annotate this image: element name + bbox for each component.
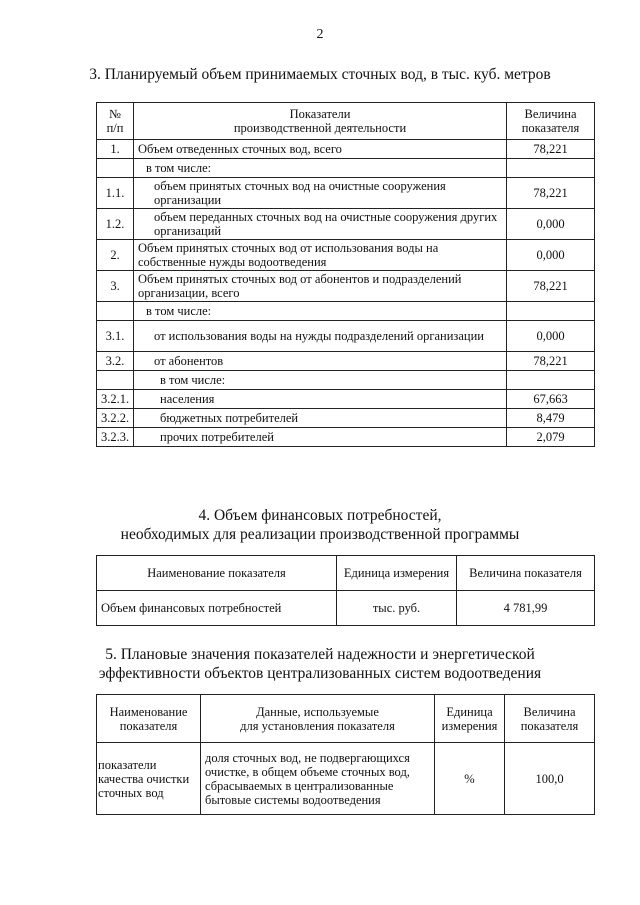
row-label: объем переданных сточных вод на очистные сооружения других организаций [134, 209, 507, 240]
header-name: Наименование показателя [97, 695, 201, 743]
section4-title-line2: необходимых для реализации производственной программы [120, 526, 520, 543]
row-unit: тыс. руб. [337, 591, 457, 626]
row-label: от абонентов [134, 352, 507, 371]
table-row [97, 159, 595, 178]
section4-title-line1: 4. Объем финансовых потребностей, [198, 507, 442, 524]
row-num: 3.2.2. [97, 409, 134, 428]
row-num: 1.1. [97, 178, 134, 209]
row-label: Объем принятых сточных вод от абонентов и подразделений организации, всего [134, 271, 507, 302]
row-num: 1. [97, 140, 134, 159]
row-label: объем принятых сточных вод на очистные сооружения организации [134, 178, 507, 209]
row-num: 3.2.1. [97, 390, 134, 409]
section5-title-line2: эффективности объектов централизованных систем водоотведения [98, 665, 542, 682]
row-value: 0,000 [507, 321, 595, 352]
table-row [97, 371, 595, 390]
row-value: 78,221 [507, 140, 595, 159]
table-header-row [97, 695, 595, 743]
table-row [97, 390, 595, 409]
row-num: 3.2. [97, 352, 134, 371]
table-row [97, 140, 595, 159]
row-unit: % [435, 743, 505, 815]
row-label: в том числе: [134, 302, 507, 321]
row-value: 78,221 [507, 271, 595, 302]
row-num [97, 302, 134, 321]
row-num [97, 159, 134, 178]
row-name: показатели качества очистки сточных вод [97, 743, 201, 815]
row-value: 78,221 [507, 178, 595, 209]
table-row [97, 591, 595, 626]
row-value [507, 159, 595, 178]
wastewater-volume-table [96, 102, 595, 447]
row-num: 2. [97, 240, 134, 271]
table-row [97, 428, 595, 447]
reliability-table [96, 694, 595, 815]
row-value [507, 302, 595, 321]
table-row [97, 409, 595, 428]
row-value: 0,000 [507, 240, 595, 271]
row-value: 100,0 [505, 743, 595, 815]
row-num: 1.2. [97, 209, 134, 240]
table-row [97, 271, 595, 302]
page-number: 2 [316, 27, 324, 42]
table-row [97, 178, 595, 209]
row-value: 0,000 [507, 209, 595, 240]
row-num: 3.2.3. [97, 428, 134, 447]
table-row [97, 321, 595, 352]
table-header-row [97, 103, 595, 140]
header-value: Величина показателя [457, 556, 595, 591]
row-value: 78,221 [507, 352, 595, 371]
row-num [97, 371, 134, 390]
table-row [97, 240, 595, 271]
header-unit: Единица измерения [337, 556, 457, 591]
table-row [97, 743, 595, 815]
section3-title: 3. Планируемый объем принимаемых сточных вод, в тыс. куб. метров [89, 66, 551, 83]
header-value: Величина показателя [505, 695, 595, 743]
table-row [97, 302, 595, 321]
header-value: Величина показателя [507, 103, 595, 140]
table-header-row [97, 556, 595, 591]
header-data: Данные, используемые для установления показателя [201, 695, 435, 743]
row-name: Объем финансовых потребностей [97, 591, 337, 626]
row-value: 8,479 [507, 409, 595, 428]
row-value: 2,079 [507, 428, 595, 447]
row-label: от использования воды на нужды подразделений организации [134, 321, 507, 352]
row-data: доля сточных вод, не подвергающихся очистке, в общем объеме сточных вод, сбрасываемых в централизованные бытовые системы водоотведения [201, 743, 435, 815]
header-name: Наименование показателя [97, 556, 337, 591]
row-value: 67,663 [507, 390, 595, 409]
header-indicator: Показатели производственной деятельности [134, 103, 507, 140]
row-label: населения [134, 390, 507, 409]
financial-needs-table [96, 555, 595, 626]
row-value: 4 781,99 [457, 591, 595, 626]
row-label: Объем принятых сточных вод от использования воды на собственные нужды водоотведения [134, 240, 507, 271]
row-num: 3.1. [97, 321, 134, 352]
row-value [507, 371, 595, 390]
row-num: 3. [97, 271, 134, 302]
row-label: в том числе: [134, 159, 507, 178]
header-unit: Единица измерения [435, 695, 505, 743]
row-label: бюджетных потребителей [134, 409, 507, 428]
row-label: прочих потребителей [134, 428, 507, 447]
header-num: № п/п [97, 103, 134, 140]
section5-title-line1: 5. Плановые значения показателей надежности и энергетической [105, 646, 535, 663]
row-label: в том числе: [134, 371, 507, 390]
table-row [97, 209, 595, 240]
row-label: Объем отведенных сточных вод, всего [134, 140, 507, 159]
table-row [97, 352, 595, 371]
